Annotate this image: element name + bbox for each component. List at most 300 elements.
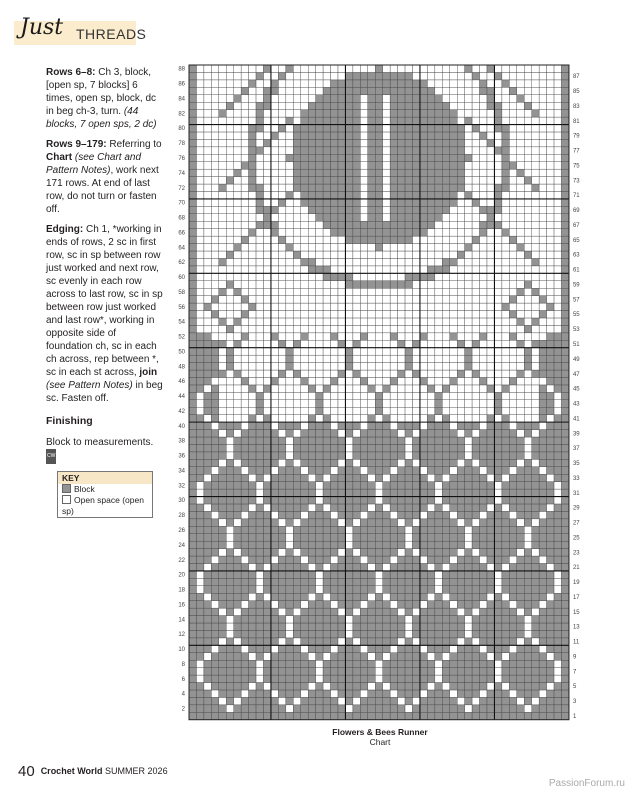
open-cell	[383, 110, 390, 117]
block-cell	[562, 177, 569, 184]
block-cell	[457, 497, 464, 504]
block-cell	[450, 630, 457, 637]
open-cell	[234, 125, 241, 132]
open-cell	[539, 87, 546, 94]
block-cell	[331, 571, 338, 578]
block-cell	[196, 608, 203, 615]
open-cell	[196, 586, 203, 593]
open-cell	[547, 206, 554, 213]
open-cell	[517, 519, 524, 526]
block-cell	[383, 645, 390, 652]
open-cell	[494, 340, 501, 347]
open-cell	[532, 139, 539, 146]
block-cell	[435, 199, 442, 206]
block-cell	[457, 563, 464, 570]
open-cell	[293, 303, 300, 310]
block-cell	[502, 519, 509, 526]
brand-word: THREADS	[76, 26, 147, 42]
block-cell	[539, 526, 546, 533]
block-cell	[494, 712, 501, 719]
open-cell	[539, 65, 546, 72]
open-cell	[390, 400, 397, 407]
block-cell	[323, 102, 330, 109]
open-cell	[398, 430, 405, 437]
block-cell	[338, 630, 345, 637]
open-cell	[219, 139, 226, 146]
open-cell	[420, 422, 427, 429]
open-cell	[450, 392, 457, 399]
open-cell	[383, 191, 390, 198]
open-cell	[472, 608, 479, 615]
open-cell	[390, 407, 397, 414]
block-cell	[196, 511, 203, 518]
block-cell	[286, 511, 293, 518]
row-label-right: 87	[572, 74, 580, 81]
open-cell	[293, 385, 300, 392]
block-cell	[249, 586, 256, 593]
open-cell	[472, 229, 479, 236]
open-cell	[211, 690, 218, 697]
open-cell	[539, 318, 546, 325]
open-cell	[323, 400, 330, 407]
open-cell	[524, 95, 531, 102]
open-cell	[301, 363, 308, 370]
open-cell	[353, 392, 360, 399]
open-cell	[547, 110, 554, 117]
open-cell	[457, 199, 464, 206]
block-cell	[256, 72, 263, 79]
open-cell	[360, 363, 367, 370]
block-cell	[532, 474, 539, 481]
open-cell	[532, 296, 539, 303]
block-cell	[472, 541, 479, 548]
block-cell	[524, 422, 531, 429]
block-cell	[532, 340, 539, 347]
open-cell	[249, 340, 256, 347]
block-cell	[189, 80, 196, 87]
open-cell	[390, 370, 397, 377]
block-cell	[375, 117, 382, 124]
block-cell	[413, 534, 420, 541]
block-cell	[316, 214, 323, 221]
open-cell	[554, 400, 561, 407]
row-label-right: 83	[572, 103, 580, 110]
block-cell	[264, 705, 271, 712]
block-cell	[204, 571, 211, 578]
block-cell	[249, 571, 256, 578]
block-cell	[480, 87, 487, 94]
block-cell	[241, 586, 248, 593]
block-cell	[308, 147, 315, 154]
open-cell	[338, 363, 345, 370]
open-cell	[345, 526, 352, 533]
open-cell	[256, 370, 263, 377]
block-cell	[405, 593, 412, 600]
open-cell	[450, 355, 457, 362]
open-cell	[494, 80, 501, 87]
open-cell	[256, 214, 263, 221]
open-cell	[398, 415, 405, 422]
open-cell	[405, 705, 412, 712]
block-cell	[353, 229, 360, 236]
open-cell	[219, 415, 226, 422]
block-cell	[480, 474, 487, 481]
block-cell	[398, 221, 405, 228]
block-cell	[562, 489, 569, 496]
open-cell	[226, 444, 233, 451]
block-cell	[196, 593, 203, 600]
block-cell	[502, 125, 509, 132]
row-label-left: 82	[178, 111, 185, 118]
open-cell	[487, 288, 494, 295]
block-cell	[487, 645, 494, 652]
open-cell	[442, 288, 449, 295]
open-cell	[219, 608, 226, 615]
open-cell	[241, 251, 248, 258]
open-cell	[278, 184, 285, 191]
block-cell	[517, 563, 524, 570]
open-cell	[316, 415, 323, 422]
row-label-left: 24	[178, 542, 185, 549]
open-cell	[271, 363, 278, 370]
open-cell	[204, 281, 211, 288]
block-cell	[383, 675, 390, 682]
open-cell	[264, 318, 271, 325]
open-cell	[472, 363, 479, 370]
open-cell	[211, 645, 218, 652]
block-cell	[293, 162, 300, 169]
open-cell	[480, 169, 487, 176]
block-cell	[427, 556, 434, 563]
open-cell	[405, 258, 412, 265]
open-cell	[472, 266, 479, 273]
block-cell	[368, 645, 375, 652]
block-cell	[420, 489, 427, 496]
block-cell	[316, 95, 323, 102]
block-cell	[398, 541, 405, 548]
open-cell	[249, 653, 256, 660]
open-cell	[271, 511, 278, 518]
open-cell	[450, 266, 457, 273]
block-cell	[323, 191, 330, 198]
open-cell	[316, 370, 323, 377]
block-cell	[465, 653, 472, 660]
open-cell	[502, 296, 509, 303]
open-cell	[360, 117, 367, 124]
open-cell	[547, 117, 554, 124]
block-cell	[509, 526, 516, 533]
block-cell	[264, 65, 271, 72]
open-cell	[450, 340, 457, 347]
block-cell	[539, 519, 546, 526]
block-cell	[554, 348, 561, 355]
block-cell	[539, 311, 546, 318]
open-cell	[465, 169, 472, 176]
open-cell	[256, 162, 263, 169]
block-cell	[189, 65, 196, 72]
block-cell	[383, 229, 390, 236]
open-cell	[539, 169, 546, 176]
open-cell	[547, 288, 554, 295]
open-cell	[413, 348, 420, 355]
block-cell	[413, 497, 420, 504]
open-cell	[286, 169, 293, 176]
open-cell	[211, 303, 218, 310]
block-cell	[457, 653, 464, 660]
open-cell	[204, 288, 211, 295]
open-cell	[331, 355, 338, 362]
block-cell	[427, 459, 434, 466]
block-cell	[308, 519, 315, 526]
block-cell	[562, 258, 569, 265]
block-cell	[353, 191, 360, 198]
open-cell	[286, 162, 293, 169]
block-cell	[316, 162, 323, 169]
open-cell	[509, 154, 516, 161]
open-cell	[480, 407, 487, 414]
open-cell	[435, 258, 442, 265]
open-cell	[524, 288, 531, 295]
block-cell	[383, 72, 390, 79]
block-cell	[331, 563, 338, 570]
block-cell	[524, 467, 531, 474]
open-cell	[554, 288, 561, 295]
block-cell	[532, 489, 539, 496]
block-cell	[465, 586, 472, 593]
block-cell	[293, 653, 300, 660]
block-cell	[278, 563, 285, 570]
block-cell	[562, 444, 569, 451]
block-cell	[457, 616, 464, 623]
block-cell	[562, 296, 569, 303]
block-cell	[390, 214, 397, 221]
open-cell	[435, 333, 442, 340]
open-cell	[383, 251, 390, 258]
open-cell	[286, 400, 293, 407]
block-cell	[398, 110, 405, 117]
block-cell	[308, 690, 315, 697]
open-cell	[494, 385, 501, 392]
block-cell	[539, 340, 546, 347]
block-cell	[375, 422, 382, 429]
block-cell	[204, 422, 211, 429]
open-cell	[427, 392, 434, 399]
label: Block	[74, 484, 95, 494]
block-cell	[509, 162, 516, 169]
block-swatch-icon	[62, 484, 71, 493]
block-cell	[450, 668, 457, 675]
open-cell	[308, 363, 315, 370]
open-cell	[413, 407, 420, 414]
open-cell	[532, 244, 539, 251]
open-cell	[539, 110, 546, 117]
open-cell	[234, 162, 241, 169]
open-cell	[517, 348, 524, 355]
open-cell	[383, 139, 390, 146]
block-cell	[249, 147, 256, 154]
open-cell	[554, 407, 561, 414]
block-cell	[226, 102, 233, 109]
block-cell	[219, 467, 226, 474]
open-cell	[480, 325, 487, 332]
block-cell	[316, 422, 323, 429]
block-cell	[547, 392, 554, 399]
open-cell	[323, 311, 330, 318]
block-cell	[472, 474, 479, 481]
open-cell	[316, 80, 323, 87]
open-cell	[547, 132, 554, 139]
block-cell	[316, 139, 323, 146]
open-cell	[398, 355, 405, 362]
open-cell	[278, 244, 285, 251]
open-cell	[494, 675, 501, 682]
block-cell	[308, 630, 315, 637]
open-cell	[204, 296, 211, 303]
open-cell	[524, 258, 531, 265]
open-cell	[413, 697, 420, 704]
block-cell	[435, 697, 442, 704]
open-cell	[517, 311, 524, 318]
block-cell	[308, 437, 315, 444]
open-cell	[494, 132, 501, 139]
block-cell	[316, 630, 323, 637]
open-cell	[234, 236, 241, 243]
block-cell	[562, 266, 569, 273]
open-cell	[249, 474, 256, 481]
block-cell	[323, 645, 330, 652]
block-cell	[427, 206, 434, 213]
block-cell	[219, 452, 226, 459]
block-cell	[457, 705, 464, 712]
block-cell	[435, 608, 442, 615]
open-cell	[256, 80, 263, 87]
open-cell	[502, 281, 509, 288]
block-cell	[532, 534, 539, 541]
open-cell	[472, 169, 479, 176]
block-cell	[547, 645, 554, 652]
open-cell	[219, 191, 226, 198]
block-cell	[517, 422, 524, 429]
open-cell	[301, 467, 308, 474]
open-cell	[316, 221, 323, 228]
block-cell	[405, 229, 412, 236]
open-cell	[204, 95, 211, 102]
block-cell	[264, 690, 271, 697]
block-cell	[494, 452, 501, 459]
open-cell	[532, 169, 539, 176]
open-cell	[413, 251, 420, 258]
block-cell	[338, 571, 345, 578]
open-cell	[383, 400, 390, 407]
open-cell	[413, 638, 420, 645]
block-cell	[286, 482, 293, 489]
label: Rows 9–179:	[46, 139, 107, 150]
block-cell	[234, 571, 241, 578]
open-cell	[442, 370, 449, 377]
block-cell	[301, 705, 308, 712]
block-cell	[211, 668, 218, 675]
open-cell	[338, 377, 345, 384]
block-cell	[547, 608, 554, 615]
block-cell	[368, 660, 375, 667]
open-cell	[524, 370, 531, 377]
block-cell	[435, 407, 442, 414]
block-cell	[293, 154, 300, 161]
block-cell	[562, 333, 569, 340]
block-cell	[465, 593, 472, 600]
page-footer	[18, 763, 168, 780]
block-cell	[375, 712, 382, 719]
block-cell	[554, 333, 561, 340]
open-cell	[480, 303, 487, 310]
open-cell	[524, 147, 531, 154]
block-cell	[353, 370, 360, 377]
open-cell	[494, 214, 501, 221]
block-cell	[264, 385, 271, 392]
open-cell	[278, 154, 285, 161]
block-cell	[286, 422, 293, 429]
open-cell	[301, 221, 308, 228]
open-cell	[532, 162, 539, 169]
open-cell	[278, 251, 285, 258]
block-cell	[457, 690, 464, 697]
block-cell	[331, 668, 338, 675]
open-cell	[517, 303, 524, 310]
open-cell	[383, 177, 390, 184]
block-cell	[427, 608, 434, 615]
open-cell	[286, 87, 293, 94]
block-cell	[413, 601, 420, 608]
open-cell	[338, 236, 345, 243]
open-cell	[293, 430, 300, 437]
open-cell	[554, 258, 561, 265]
block-cell	[547, 690, 554, 697]
open-cell	[293, 318, 300, 325]
block-cell	[375, 400, 382, 407]
open-cell	[219, 348, 226, 355]
block-cell	[405, 653, 412, 660]
open-cell	[457, 697, 464, 704]
open-cell	[457, 236, 464, 243]
block-cell	[390, 616, 397, 623]
block-cell	[509, 482, 516, 489]
block-cell	[331, 437, 338, 444]
open-cell	[539, 132, 546, 139]
block-cell	[427, 177, 434, 184]
block-cell	[189, 177, 196, 184]
open-cell	[241, 117, 248, 124]
open-cell	[487, 318, 494, 325]
open-cell	[301, 244, 308, 251]
block-cell	[241, 638, 248, 645]
block-cell	[427, 489, 434, 496]
block-cell	[204, 541, 211, 548]
open-cell	[539, 333, 546, 340]
open-cell	[264, 229, 271, 236]
open-cell	[435, 72, 442, 79]
block-cell	[308, 385, 315, 392]
block-cell	[323, 117, 330, 124]
open-cell	[413, 549, 420, 556]
open-cell	[241, 392, 248, 399]
block-cell	[360, 87, 367, 94]
open-cell	[480, 191, 487, 198]
block-cell	[360, 683, 367, 690]
block-cell	[472, 571, 479, 578]
block-cell	[532, 556, 539, 563]
block-cell	[316, 511, 323, 518]
block-cell	[271, 623, 278, 630]
